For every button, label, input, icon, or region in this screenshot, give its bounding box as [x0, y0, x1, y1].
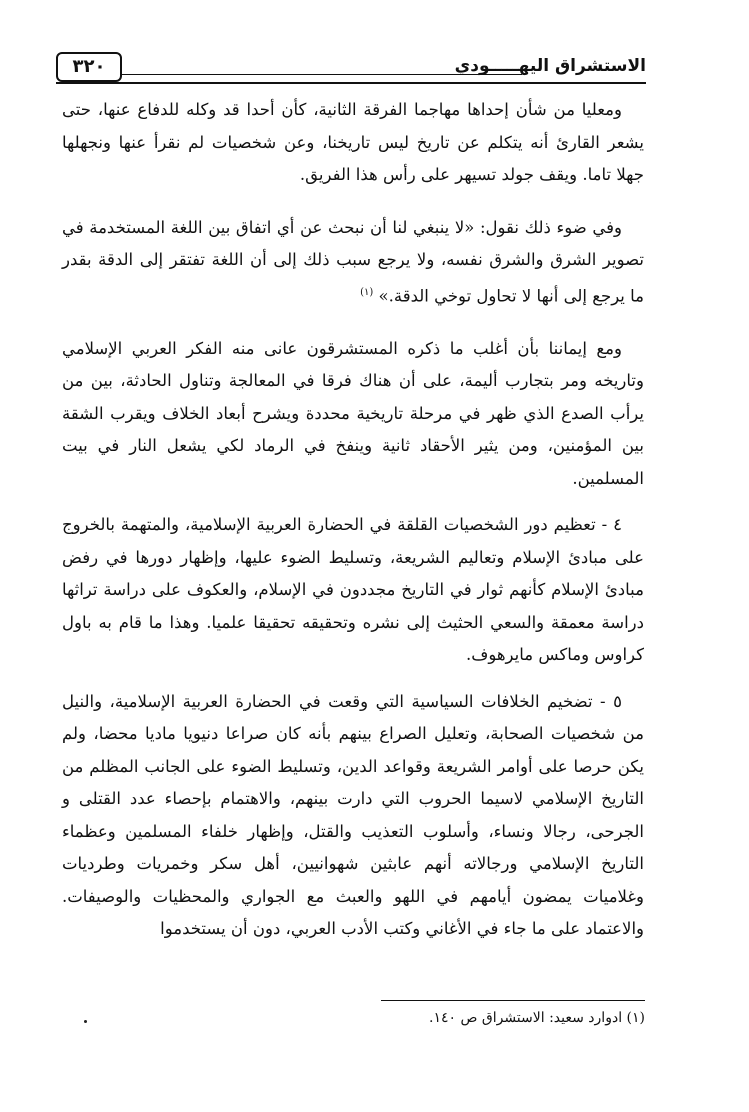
page-number: ٣٢٠ [56, 52, 122, 82]
list-item-4: ٤ - تعظيم دور الشخصيات القلقة في الحضارة العربية الإسلامية، والمتهمة بالخروج على مبادئ الإسلام وتعاليم الشريعة، وتسليط الضوء عليها، وإظهار دورها في رفض مبادئ الإسلام كأنهم ثوار في التاريخ مجددون في الإسلام، والعكوف على دراسة تراثها دراسة معمقة والسعي الحثيث إلى نشره وتحقيقه تحقيقا علميا. وهذا ما قام به باول كراوس وماكس مايرهوف. [62, 515, 644, 664]
quote-text: وفي ضوء ذلك نقول: «لا ينبغي لنا أن نبحث عن أي اتفاق بين اللغة المستخدمة في تصوير الشرق والشرق نفسه، ولا يرجع سبب ذلك إلى أن اللغة تفتقر إلى الدقة بقدر ما يرجع إلى أنها لا تحاول توخي الدقة.» [62, 217, 644, 305]
body-text [62, 94, 644, 960]
list-item-5: ٥ - تضخيم الخلافات السياسية التي وقعت في الحضارة العربية الإسلامية، والنيل من شخصيات الصحابة، وتعليل الصراع بينهم بأنه كان صراعا دنيويا ماديا محضا، ولم يكن حرصا على أوامر الشريعة وقواعد الدين، وتسليط الضوء على الجانب المظلم من التاريخ الإسلامي لاسيما الحروب التي دارت بينهم، والاهتمام بإحصاء عدد القتلى و الجرحى، رجالا ونساء، وأسلوب التعذيب والقتل، وإظهار خلفاء المسلمين وعظماء التاريخ الإسلامي ورجالاته أنهم عابثين شهوانيين، أهل سكر وخمريات وطرديات وغلاميات يمضون أيامهم في اللهو والعبث مع الجواري والمحظيات والوصيفات. والاعتماد على ما جاء في الأغاني وكتب الأدب العربي، دون أن يستخدموا [62, 691, 644, 938]
footnote-reference: (١) [360, 286, 374, 298]
paragraph: ومع إيماننا بأن أغلب ما ذكره المستشرقون عانى منه الفكر العربي الإسلامي وتاريخه ومر بتجارب أليمة، على أن هناك فرقا في المعالجة وتناول الحادثة، بين من يرأب الصدع الذي ظهر في مرحلة تاريخية محددة ويشرح أبعاد الخلاف ويقرب الشقة بين المؤمنين، ومن يثير الأحقاد ثانية وينفخ في الرماد لكي يشعل النار في بيت المسلمين. [62, 338, 644, 488]
running-title: الاستشراق اليهـــــودي [454, 56, 646, 76]
page-header [56, 52, 646, 86]
header-rule-thin [122, 74, 522, 75]
paragraph: ومعليا من شأن إحداها مهاجما الفرقة الثانية، كأن أحدا قد وكله للدفاع عنها، حتى يشعر القارئ أنه يتكلم عن تاريخ ليس تاريخنا، وعن شخصيات لم نقرأ عنها ونجهلها جهلا تاما. ويقف جولد تسيهر على رأس هذا الفريق. [62, 100, 644, 184]
footnote-divider [381, 1000, 645, 1001]
footnote: (١) ادوارد سعيد: الاستشراق ص ١٤٠. [429, 1010, 645, 1026]
quote-paragraph [62, 212, 644, 313]
scan-speck [84, 1020, 87, 1023]
header-rule-thick [56, 82, 646, 84]
